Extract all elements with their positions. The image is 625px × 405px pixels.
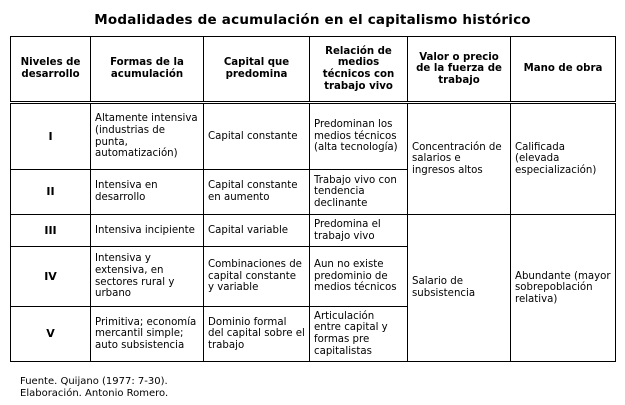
forma-cell: Primitiva; economía mercantil simple; auto subsistencia: [91, 307, 204, 362]
mano-merged-top: Calificada (elevada especialización): [511, 103, 616, 215]
capital-cell: Capital constante en aumento: [204, 170, 310, 215]
capital-cell: Combinaciones de capital constante y variable: [204, 247, 310, 307]
forma-cell: Intensiva y extensiva, en sectores rural y urbano: [91, 247, 204, 307]
capital-cell: Capital variable: [204, 215, 310, 247]
relacion-cell: Predominan los medios técnicos (alta tecnología): [310, 103, 408, 170]
relacion-cell: Trabajo vivo con tendencia declinante: [310, 170, 408, 215]
forma-cell: Intensiva incipiente: [91, 215, 204, 247]
table-title: Modalidades de acumulación en el capitalismo histórico: [94, 12, 531, 28]
table-row: [11, 103, 616, 170]
capital-cell: Capital constante: [204, 103, 310, 170]
table-row: [11, 215, 616, 247]
level-cell: I: [11, 103, 91, 170]
relacion-cell: Predomina el trabajo vivo: [310, 215, 408, 247]
header-row: [11, 37, 616, 103]
level-cell: IV: [11, 247, 91, 307]
accumulation-table: [10, 36, 616, 362]
header-formas: Formas de la acumulación: [91, 37, 204, 103]
mano-merged-bottom: Abundante (mayor sobrepoblación relativa): [511, 215, 616, 362]
header-mano: Mano de obra: [511, 37, 616, 103]
source-fuente: Fuente. Quijano (1977: 7-30).: [20, 376, 168, 387]
relacion-cell: Aun no existe predominio de medios técnicos: [310, 247, 408, 307]
relacion-cell: Articulación entre capital y formas pre capitalistas: [310, 307, 408, 362]
capital-cell: Dominio formal del capital sobre el trabajo: [204, 307, 310, 362]
source-note: [20, 376, 168, 400]
level-cell: III: [11, 215, 91, 247]
valor-merged-top: Concentración de salarios e ingresos altos: [408, 103, 511, 215]
header-capital: Capital que predomina: [204, 37, 310, 103]
header-niveles: Niveles de desarrollo: [11, 37, 91, 103]
header-valor: Valor o precio de la fuerza de trabajo: [408, 37, 511, 103]
forma-cell: Altamente intensiva (industrias de punta, automatización): [91, 103, 204, 170]
source-elaboracion: Elaboración. Antonio Romero.: [20, 388, 169, 399]
level-cell: II: [11, 170, 91, 215]
header-relacion: Relación de medios técnicos con trabajo vivo: [310, 37, 408, 103]
level-cell: V: [11, 307, 91, 362]
forma-cell: Intensiva en desarrollo: [91, 170, 204, 215]
valor-merged-bottom: Salario de subsistencia: [408, 215, 511, 362]
